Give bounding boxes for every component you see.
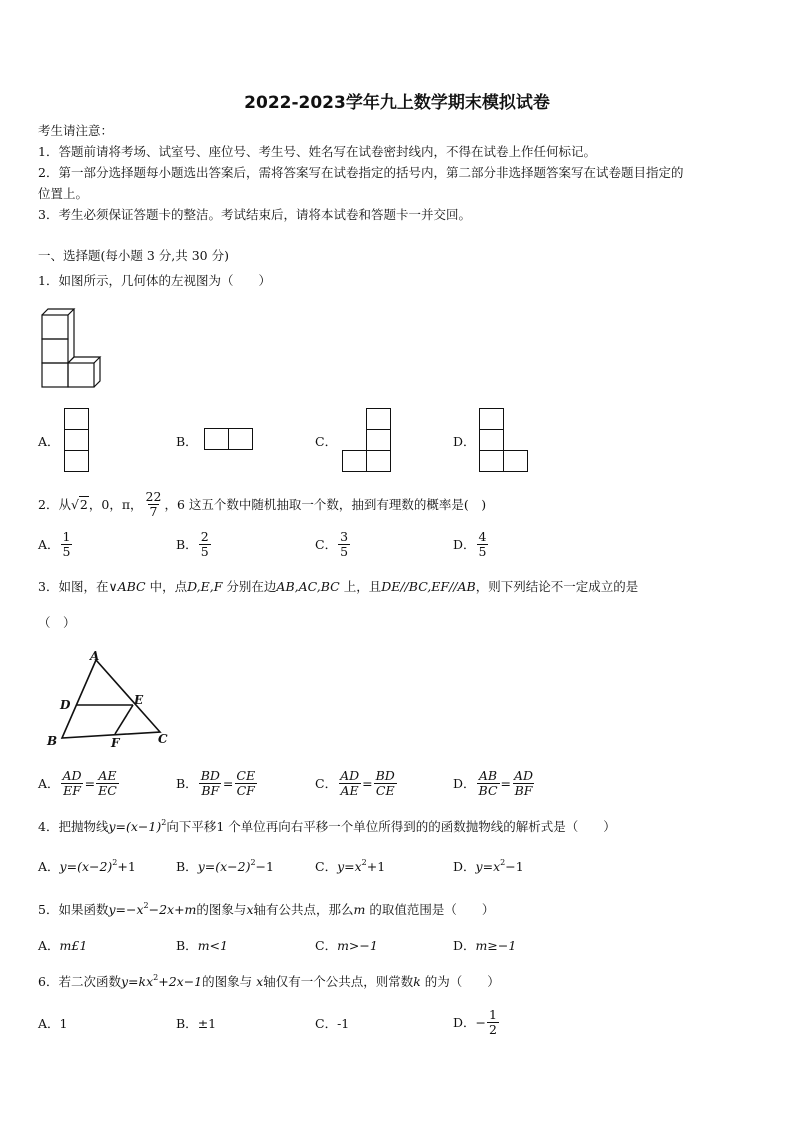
q1-option-a-figure — [64, 408, 90, 472]
q2-frac-den: 7 — [149, 503, 158, 519]
q4-stem-start: 4．把抛物线 — [38, 819, 109, 834]
q4-stem — [38, 817, 616, 835]
q6-exponent: 2 — [153, 973, 159, 982]
q6-option-b-label: B． — [176, 1016, 198, 1031]
q1-option-d-figure — [479, 408, 529, 472]
q4-option-b — [176, 857, 274, 875]
q4-stem-end: 向下平移1 个单位再向右平移一个单位所得到的的函数抛物线的解析式是（ ） — [166, 819, 616, 834]
q3-c-r-den: CE — [375, 782, 395, 798]
q4-option-d — [453, 857, 524, 875]
q4-d-base: y=x — [475, 859, 501, 874]
q3-option-d-label: D． — [453, 776, 476, 791]
q6-option-a — [38, 1014, 67, 1032]
q6-stem-end: 的为（ ） — [420, 974, 500, 989]
q4-b-base: y=(x−2) — [197, 859, 251, 874]
q6-b-value: ±1 — [197, 1016, 217, 1031]
q6-d-num: 1 — [489, 1007, 497, 1023]
page-title: 2022-2023学年九上数学期末模拟试卷 — [244, 93, 550, 113]
q4-d-exp: 2 — [500, 858, 506, 867]
q3-label-a: A — [90, 649, 100, 663]
q3-c-left-frac — [338, 769, 361, 796]
q6-option-c-label: C． — [315, 1016, 338, 1031]
q6-option-d — [453, 1002, 500, 1042]
q5-c-value: m>−1 — [337, 938, 378, 953]
q3-b-r-den: CF — [236, 782, 255, 798]
q3-a-r-num: AE — [98, 768, 117, 784]
q6-stem — [38, 972, 500, 990]
q2-option-d-frac — [477, 530, 489, 557]
q3-c-l-den: AE — [340, 782, 359, 798]
q2-option-d-label: D． — [453, 537, 476, 552]
q5-d-value: m≥−1 — [475, 938, 517, 953]
q3-b-r-num: CE — [236, 768, 256, 784]
q3-label-e: E — [134, 693, 144, 707]
q1-option-b-figure — [204, 428, 254, 452]
q3-label-d: D — [60, 698, 71, 712]
q5-exponent: 2 — [143, 901, 149, 910]
q6-d-frac — [487, 1008, 499, 1035]
q3-stem — [38, 577, 638, 595]
q4-c-base: y=x — [337, 859, 362, 874]
q3-b-right-frac — [234, 769, 257, 796]
q3-a-r-den: EC — [98, 782, 117, 798]
q4-a-exp: 2 — [112, 858, 118, 867]
q6-x-var: x — [256, 974, 264, 989]
q2-a-den: 5 — [62, 543, 71, 559]
q6-option-a-label: A． — [38, 1016, 60, 1031]
q4-option-d-label: D． — [453, 859, 476, 874]
q6-stem-mid2: 轴仅有一个公共点，则常数 — [263, 974, 414, 989]
q6-option-c — [315, 1014, 349, 1032]
q6-eq-part2: +2x−1 — [158, 974, 203, 989]
q1-option-a-label: A． — [38, 434, 60, 449]
q3-b-left-frac — [199, 769, 222, 796]
q5-a-value: m£1 — [59, 938, 88, 953]
q4-equation: y=(x−1) — [108, 819, 162, 834]
q4-option-b-label: B． — [176, 859, 198, 874]
q3-b-l-num: BD — [200, 768, 220, 784]
q3-option-c: C． $\frac{AD}{AE}$ = $\frac{BD}{CE}$ — [315, 768, 395, 798]
q5-stem-mid2: 轴有公共点，那么 — [253, 902, 354, 917]
q3-c-r-num: BD — [375, 768, 395, 784]
q5-m-var: m — [353, 902, 366, 917]
q3-stem-start: 3．如图，在 — [38, 579, 109, 594]
q2-option-c-label: C． — [315, 537, 338, 552]
q5-option-d-label: D． — [453, 938, 476, 953]
q6-d-den: 2 — [489, 1021, 497, 1037]
q3-option-b: B． $\frac{BD}{BF}$ = $\frac{CE}{CF}$ — [176, 768, 256, 798]
q6-c-value: -1 — [337, 1016, 350, 1031]
q2-option-b-label: B． — [176, 537, 198, 552]
q2-c-den: 5 — [340, 543, 349, 559]
q3-d-left-frac — [477, 769, 500, 796]
q1-solid-figure — [40, 305, 104, 389]
q5-option-a-label: A． — [38, 938, 60, 953]
q5-b-value: m<1 — [197, 938, 228, 953]
q2-option-b-frac — [199, 530, 211, 557]
q3-stem-4: 上，且 — [339, 579, 382, 594]
notice-item-2-cont: 位置上。 — [38, 186, 89, 201]
q5-option-c-label: C． — [315, 938, 338, 953]
notice-heading: 考生请注意： — [38, 123, 114, 138]
q3-stem-2: 中，点 — [145, 579, 188, 594]
q1-option-c-label: C． — [315, 434, 338, 449]
q3-option-d: D． $\frac{AB}{BC}$ = $\frac{AD}{BF}$ — [453, 768, 534, 798]
q2-stem — [38, 484, 486, 524]
q3-points: D,E,F — [187, 579, 223, 594]
q2-b-num: 2 — [200, 529, 209, 545]
q3-a-right-frac — [96, 769, 119, 796]
notice-item-3: 3．考生必须保证答题卡的整洁。考试结束后，请将本试卷和答题卡一并交回。 — [38, 207, 471, 222]
q6-eq-part1: y=kx — [120, 974, 154, 989]
q3-option-a: A． $\frac{AD}{EF}$ = $\frac{AE}{EC}$ — [38, 768, 117, 798]
q1-option-b-label: B． — [176, 434, 198, 449]
q3-option-a-label: A． — [38, 776, 60, 791]
q2-option-c-frac — [338, 530, 350, 557]
q2-d-den: 5 — [478, 543, 487, 559]
q4-c-exp: 2 — [361, 858, 367, 867]
q3-label-c: C — [158, 732, 168, 746]
q5-option-b-label: B． — [176, 938, 198, 953]
q2-stem-start: 2．从 — [38, 497, 71, 512]
q5-stem-end: 的取值范围是（ ） — [365, 902, 495, 917]
q2-stem-mid: ，0，π， — [88, 497, 143, 512]
q6-d-sign: − — [475, 1014, 487, 1030]
q4-exponent: 2 — [161, 818, 167, 827]
q3-b-l-den: BF — [201, 782, 220, 798]
q3-label-f: F — [111, 736, 120, 750]
q3-a-left-frac — [61, 769, 84, 796]
q5-stem — [38, 900, 494, 918]
q4-a-base: y=(x−2) — [59, 859, 113, 874]
q4-c-tail: +1 — [366, 859, 386, 874]
q2-c-num: 3 — [340, 529, 349, 545]
q6-option-d-label: D． — [453, 1015, 476, 1030]
q3-d-l-num: AB — [478, 768, 498, 784]
q5-eq-part2: −2x+m — [148, 902, 197, 917]
q6-a-value: 1 — [59, 1016, 68, 1031]
q3-sides: AB,AC,BC — [276, 579, 340, 594]
q4-d-tail: −1 — [505, 859, 524, 874]
q5-stem-start: 5．如果函数 — [38, 902, 109, 917]
q3-option-c-label: C． — [315, 776, 338, 791]
q4-b-exp: 2 — [250, 858, 256, 867]
q3-a-l-num: AD — [62, 768, 82, 784]
q2-option-a-frac — [61, 530, 73, 557]
q3-triangle-figure — [44, 648, 180, 752]
q5-stem-mid: 的图象与 — [196, 902, 247, 917]
q4-a-tail: +1 — [117, 859, 136, 874]
q3-c-right-frac — [374, 769, 397, 796]
q4-option-a-label: A． — [38, 859, 60, 874]
q4-b-tail: −1 — [255, 859, 274, 874]
q2-sqrt-radicand: 2 — [79, 496, 88, 512]
q2-option-d — [453, 525, 489, 563]
q6-option-b — [176, 1014, 216, 1032]
q2-d-num: 4 — [478, 529, 487, 545]
section-heading: 一、选择题(每小题 3 分,共 30 分) — [38, 248, 229, 263]
q2-frac-num: 22 — [145, 489, 162, 505]
q2-option-b — [176, 525, 212, 563]
q3-stem-5: ，则下列结论不一定成立的是 — [475, 579, 639, 594]
q5-option-c — [315, 936, 378, 954]
q3-label-b: B — [47, 734, 58, 748]
q6-stem-mid: 的图象与 — [202, 974, 257, 989]
q2-fraction — [144, 490, 164, 517]
q5-eq-part1: y=−x — [108, 902, 144, 917]
q2-option-a — [38, 525, 73, 563]
q2-b-den: 5 — [200, 543, 209, 559]
q4-option-c-label: C． — [315, 859, 338, 874]
q3-stem-3: 分别在边 — [222, 579, 277, 594]
q3-d-r-num: AD — [514, 768, 534, 784]
q5-x-var: x — [246, 902, 254, 917]
q2-option-c — [315, 525, 351, 563]
q5-option-a — [38, 936, 87, 954]
q2-sqrt: √2 — [70, 496, 88, 512]
q1-option-d-label: D． — [453, 434, 476, 449]
q4-option-a — [38, 857, 136, 875]
q2-option-a-label: A． — [38, 537, 60, 552]
q3-d-r-den: BF — [514, 782, 533, 798]
q5-option-b — [176, 936, 228, 954]
q1-option-c-figure — [342, 408, 392, 472]
q1-stem: 1．如图所示，几何体的左视图为（ ） — [38, 273, 271, 288]
q4-option-c — [315, 857, 385, 875]
q3-d-l-den: BC — [478, 782, 498, 798]
q6-k-var: k — [413, 974, 421, 989]
q2-stem-tail: ，6 这五个数中随机抽取一个数，抽到有理数的概率是( ) — [164, 497, 487, 512]
q5-option-d — [453, 936, 516, 954]
q2-a-num: 1 — [62, 529, 71, 545]
q3-condition: DE//BC,EF//AB — [381, 579, 476, 594]
q3-a-l-den: EF — [63, 782, 81, 798]
q3-d-right-frac — [512, 769, 535, 796]
q3-triangle: ∨ABC — [108, 579, 146, 594]
notice-item-2: 2．第一部分选择题每小题选出答案后，需将答案写在试卷指定的括号内，第二部分非选择题答案写在试卷题目指定的 — [38, 165, 684, 180]
q3-option-b-label: B． — [176, 776, 198, 791]
q3-answer-paren: （ ） — [38, 615, 76, 630]
q3-c-l-num: AD — [340, 768, 360, 784]
notice-item-1: 1．答题前请将考场、试室号、座位号、考生号、姓名写在试卷密封线内，不得在试卷上作任何标记。 — [38, 144, 596, 159]
q6-stem-start: 6．若二次函数 — [38, 974, 121, 989]
